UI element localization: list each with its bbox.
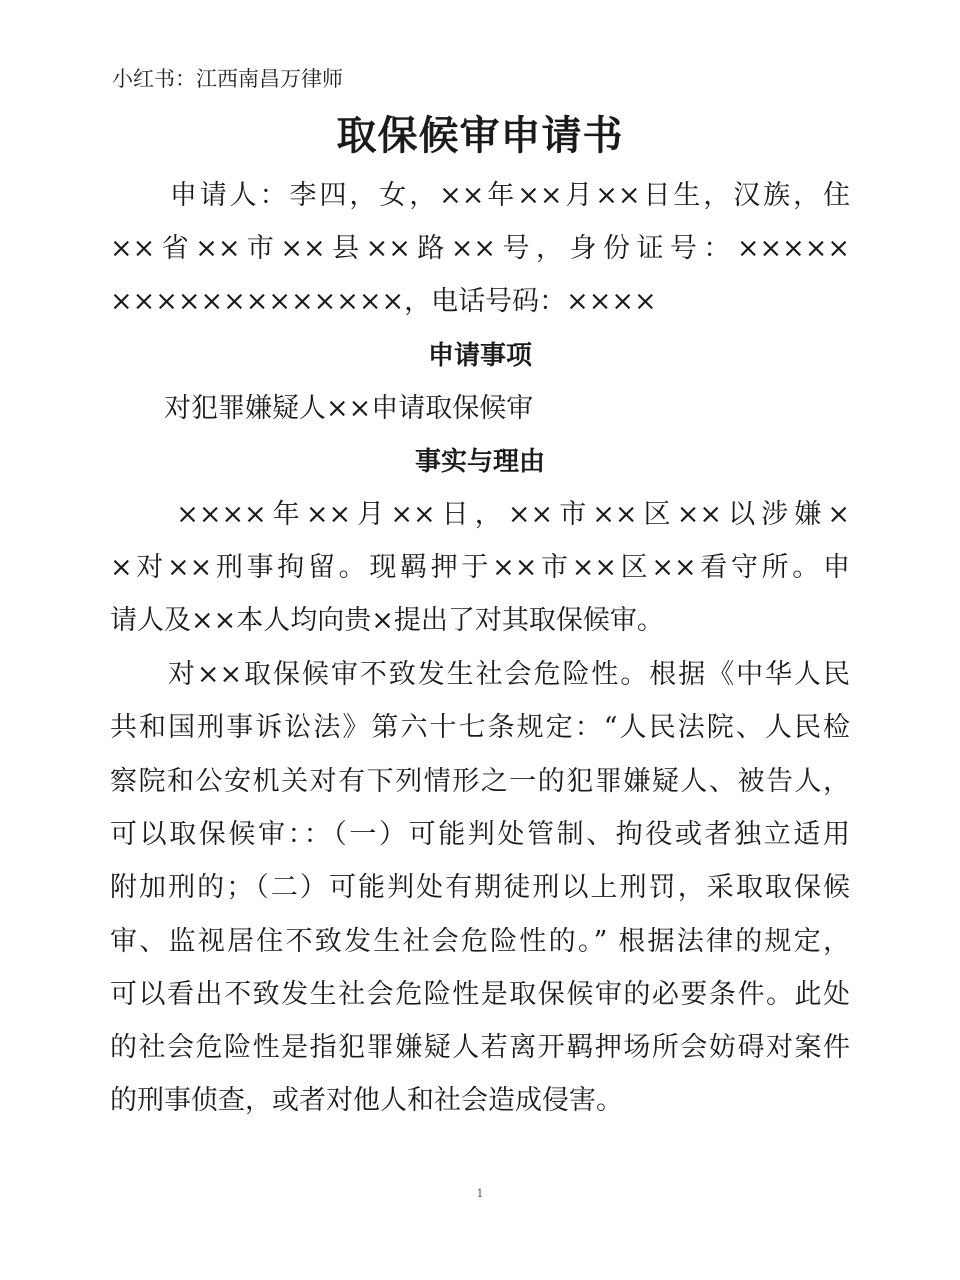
facts-paragraph-line: 可以看出不致发生社会危险性是取保候审的必要条件。此处 xyxy=(110,979,850,1010)
facts-paragraph-line: ××××年××月××日，××市××区××以涉嫌× xyxy=(110,499,850,530)
applicant-line: 申请人：李四，女，××年××月××日生，汉族，住 xyxy=(110,180,850,211)
facts-paragraph-line: 对××取保候审不致发生社会危险性。根据《中华人民 xyxy=(110,659,850,690)
facts-paragraph-line: 察院和公安机关对有下列情形之一的犯罪嫌疑人、被告人， xyxy=(110,766,850,797)
facts-paragraph-line: 审、监视居住不致发生社会危险性的。” 根据法律的规定， xyxy=(110,926,850,957)
page-number: 1 xyxy=(476,1187,484,1200)
applicant-line: ××省××市××县××路××号，身份证号：××××× xyxy=(110,233,850,264)
facts-paragraph-line: 可以取保候审：：（一）可能判处管制、拘役或者独立适用 xyxy=(110,819,850,850)
document-title: 取保候审申请书 xyxy=(336,113,624,159)
section-heading-request: 申请事项 xyxy=(427,341,532,371)
facts-paragraph-line: ×对××刑事拘留。现羁押于××市××区××看守所。申 xyxy=(110,552,850,583)
facts-paragraph-line: 附加刑的；（二）可能判处有期徒刑以上刑罚，采取取保候 xyxy=(110,872,850,903)
facts-paragraph-line: 的社会危险性是指犯罪嫌疑人若离开羁押场所会妨碍对案件 xyxy=(110,1032,850,1063)
facts-paragraph-line: 共和国刑事诉讼法》第六十七条规定：“人民法院、人民检 xyxy=(110,712,850,743)
applicant-line: ×××××××××××××，电话号码：×××× xyxy=(110,286,657,317)
facts-paragraph-line: 请人及××本人均向贵×提出了对其取保候审。 xyxy=(110,605,664,636)
watermark-text: 小红书：江西南昌万律师 xyxy=(112,67,343,91)
section-heading-facts: 事实与理由 xyxy=(414,447,545,477)
request-text: 对犯罪嫌疑人××申请取保候审 xyxy=(110,393,534,424)
facts-paragraph-line: 的刑事侦查，或者对他人和社会造成侵害。 xyxy=(110,1085,623,1116)
